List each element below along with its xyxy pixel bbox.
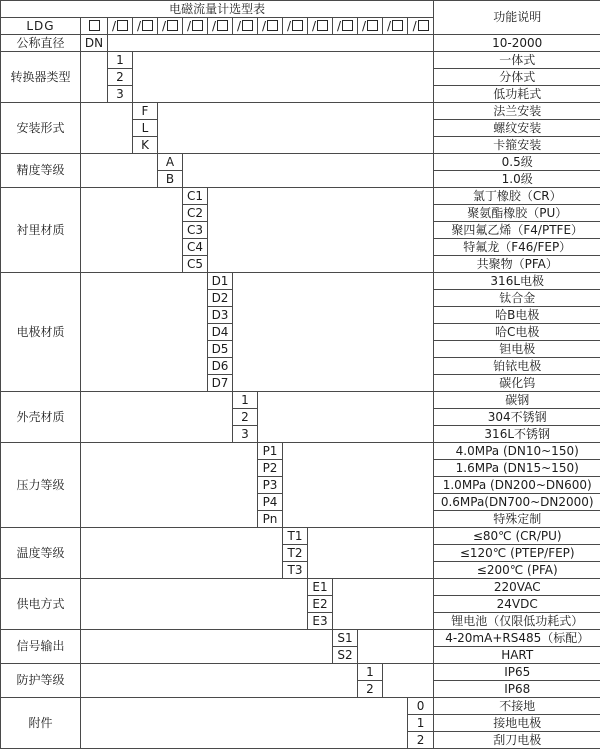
option-code-cell: D3 [208, 307, 233, 324]
model-code-box [333, 18, 358, 35]
option-code-cell: C2 [183, 205, 208, 222]
filler-cell [258, 392, 434, 443]
model-prefix-label: LDG [1, 18, 81, 35]
option-description-cell: HART [434, 647, 600, 664]
option-code-cell: A [158, 154, 183, 171]
empty-square-icon [367, 20, 378, 31]
option-code-cell: T1 [283, 528, 308, 545]
slash-separator: / [386, 18, 392, 33]
model-code-box [308, 18, 333, 35]
model-code-box [208, 18, 233, 35]
option-description-cell: 法兰安装 [434, 103, 600, 120]
option-code-cell: D2 [208, 290, 233, 307]
option-code-cell: D6 [208, 358, 233, 375]
model-code-box [183, 18, 208, 35]
option-description-cell: 304不锈钢 [434, 409, 600, 426]
empty-square-icon [142, 20, 153, 31]
group-label: 温度等级 [1, 528, 81, 579]
option-description-cell: 特氟龙（F46/FEP） [434, 239, 600, 256]
filler-cell [81, 273, 208, 392]
group-label: 电极材质 [1, 273, 81, 392]
option-description-cell: 钽电极 [434, 341, 600, 358]
option-code-cell: D1 [208, 273, 233, 290]
option-code-cell: D7 [208, 375, 233, 392]
empty-square-icon [267, 20, 278, 31]
option-code-cell: 2 [408, 732, 434, 749]
filler-cell [358, 630, 434, 664]
option-code-cell: 0 [408, 698, 434, 715]
filler-cell [233, 273, 434, 392]
option-description-cell: 哈C电极 [434, 324, 600, 341]
filler-cell [158, 103, 434, 154]
option-description-cell: 不接地 [434, 698, 600, 715]
slash-separator: / [311, 18, 317, 33]
filler-cell [81, 698, 408, 749]
option-description-cell: 分体式 [434, 69, 600, 86]
option-description-cell: ≤200℃ (PFA) [434, 562, 600, 579]
filler-cell [81, 664, 358, 698]
option-description-cell: 共聚物（PFA） [434, 256, 600, 273]
option-code-cell: C5 [183, 256, 208, 273]
empty-square-icon [242, 20, 253, 31]
option-code-cell: E1 [308, 579, 333, 596]
slash-separator: / [161, 18, 167, 33]
option-description-cell: 24VDC [434, 596, 600, 613]
slash-separator: / [361, 18, 367, 33]
option-code-cell: E3 [308, 613, 333, 630]
group-label: 精度等级 [1, 154, 81, 188]
group-label: 安装形式 [1, 103, 81, 154]
filler-cell [183, 154, 434, 188]
option-description-cell: 聚四氟乙烯（F4/PTFE） [434, 222, 600, 239]
empty-square-icon [89, 20, 100, 31]
option-description-cell: 一体式 [434, 52, 600, 69]
option-code-cell: 2 [358, 681, 383, 698]
model-code-box [358, 18, 383, 35]
option-code-cell: DN [81, 35, 108, 52]
option-description-cell: 316L不锈钢 [434, 426, 600, 443]
option-description-cell: 4-20mA+RS485（标配） [434, 630, 600, 647]
option-description-cell: 卡箍安装 [434, 137, 600, 154]
option-description-cell: 1.0MPa (DN200~DN600) [434, 477, 600, 494]
filler-cell [81, 528, 283, 579]
empty-square-icon [342, 20, 353, 31]
slash-separator: / [261, 18, 267, 33]
filler-cell [283, 443, 434, 528]
option-code-cell: D5 [208, 341, 233, 358]
option-code-cell: C1 [183, 188, 208, 205]
group-label: 外壳材质 [1, 392, 81, 443]
slash-separator: / [286, 18, 292, 33]
option-description-cell: 4.0MPa (DN10~150) [434, 443, 600, 460]
filler-cell [81, 103, 133, 154]
model-code-box [133, 18, 158, 35]
filler-cell [308, 528, 434, 579]
slash-separator: / [412, 18, 417, 33]
option-code-cell: 3 [108, 86, 133, 103]
empty-square-icon [192, 20, 203, 31]
empty-square-icon [418, 20, 429, 31]
slash-separator: / [336, 18, 342, 33]
group-label: 防护等级 [1, 664, 81, 698]
model-code-box [408, 18, 434, 35]
option-description-cell: ≤80℃ (CR/PU) [434, 528, 600, 545]
option-description-cell: IP68 [434, 681, 600, 698]
group-label: 衬里材质 [1, 188, 81, 273]
page-title: 电磁流量计选型表 [1, 1, 434, 18]
option-description-cell: 低功耗式 [434, 86, 600, 103]
option-description-cell: 特殊定制 [434, 511, 600, 528]
option-description-cell: 聚氨酯橡胶（PU） [434, 205, 600, 222]
filler-cell [81, 579, 308, 630]
empty-square-icon [217, 20, 228, 31]
empty-square-icon [292, 20, 303, 31]
option-code-cell: B [158, 171, 183, 188]
option-description-cell: 螺纹安装 [434, 120, 600, 137]
option-description-cell: 锂电池（仅限低功耗式） [434, 613, 600, 630]
filler-cell [81, 392, 233, 443]
option-description-cell: 0.5级 [434, 154, 600, 171]
slash-separator: / [186, 18, 192, 33]
option-description-cell: IP65 [434, 664, 600, 681]
filler-cell [108, 35, 434, 52]
option-description-cell: 哈B电极 [434, 307, 600, 324]
group-label: 压力等级 [1, 443, 81, 528]
model-code-box [383, 18, 408, 35]
option-code-cell: E2 [308, 596, 333, 613]
filler-cell [208, 188, 434, 273]
option-description-cell: 10-2000 [434, 35, 600, 52]
option-code-cell: S2 [333, 647, 358, 664]
option-code-cell: P3 [258, 477, 283, 494]
slash-separator: / [236, 18, 242, 33]
option-code-cell: T3 [283, 562, 308, 579]
option-description-cell: 钛合金 [434, 290, 600, 307]
option-code-cell: L [133, 120, 158, 137]
option-description-cell: 0.6MPa(DN700~DN2000) [434, 494, 600, 511]
option-code-cell: C3 [183, 222, 208, 239]
option-code-cell: F [133, 103, 158, 120]
group-label: 信号输出 [1, 630, 81, 664]
option-code-cell: P4 [258, 494, 283, 511]
option-description-cell: 碳钢 [434, 392, 600, 409]
option-code-cell: S1 [333, 630, 358, 647]
slash-separator: / [136, 18, 142, 33]
option-description-cell: 220VAC [434, 579, 600, 596]
group-label: 公称直径 [1, 35, 81, 52]
filler-cell [81, 154, 158, 188]
option-description-cell: 氯丁橡胶（CR） [434, 188, 600, 205]
model-code-box [158, 18, 183, 35]
option-code-cell: D4 [208, 324, 233, 341]
model-code-box [258, 18, 283, 35]
slash-separator: / [111, 18, 117, 33]
option-code-cell: C4 [183, 239, 208, 256]
option-description-cell: 接地电极 [434, 715, 600, 732]
option-description-cell: 1.6MPa (DN15~150) [434, 460, 600, 477]
empty-square-icon [167, 20, 178, 31]
option-code-cell: Pn [258, 511, 283, 528]
option-code-cell: 1 [358, 664, 383, 681]
filler-cell [383, 664, 434, 698]
empty-square-icon [317, 20, 328, 31]
model-code-box [233, 18, 258, 35]
option-description-cell: 铂铱电极 [434, 358, 600, 375]
option-code-cell: 1 [233, 392, 258, 409]
option-description-cell: 碳化钨 [434, 375, 600, 392]
filler-cell [81, 443, 258, 528]
slash-separator: / [211, 18, 217, 33]
option-code-cell: K [133, 137, 158, 154]
option-code-cell: 3 [233, 426, 258, 443]
option-code-cell: 1 [108, 52, 133, 69]
option-code-cell: P1 [258, 443, 283, 460]
option-description-cell: 316L电极 [434, 273, 600, 290]
option-description-cell: 刮刀电极 [434, 732, 600, 749]
option-code-cell: P2 [258, 460, 283, 477]
option-description-cell: ≤120℃ (PTEP/FEP) [434, 545, 600, 562]
function-column-header: 功能说明 [434, 1, 600, 35]
option-code-cell: 2 [233, 409, 258, 426]
model-code-box [81, 18, 108, 35]
empty-square-icon [117, 20, 128, 31]
filler-cell [133, 52, 434, 103]
group-label: 供电方式 [1, 579, 81, 630]
group-label: 附件 [1, 698, 81, 749]
model-code-box [283, 18, 308, 35]
group-label: 转换器类型 [1, 52, 81, 103]
filler-cell [81, 188, 183, 273]
empty-square-icon [392, 20, 403, 31]
option-code-cell: T2 [283, 545, 308, 562]
option-code-cell: 2 [108, 69, 133, 86]
filler-cell [333, 579, 434, 630]
filler-cell [81, 630, 333, 664]
option-description-cell: 1.0级 [434, 171, 600, 188]
filler-cell [81, 52, 108, 103]
option-code-cell: 1 [408, 715, 434, 732]
model-code-box [108, 18, 133, 35]
